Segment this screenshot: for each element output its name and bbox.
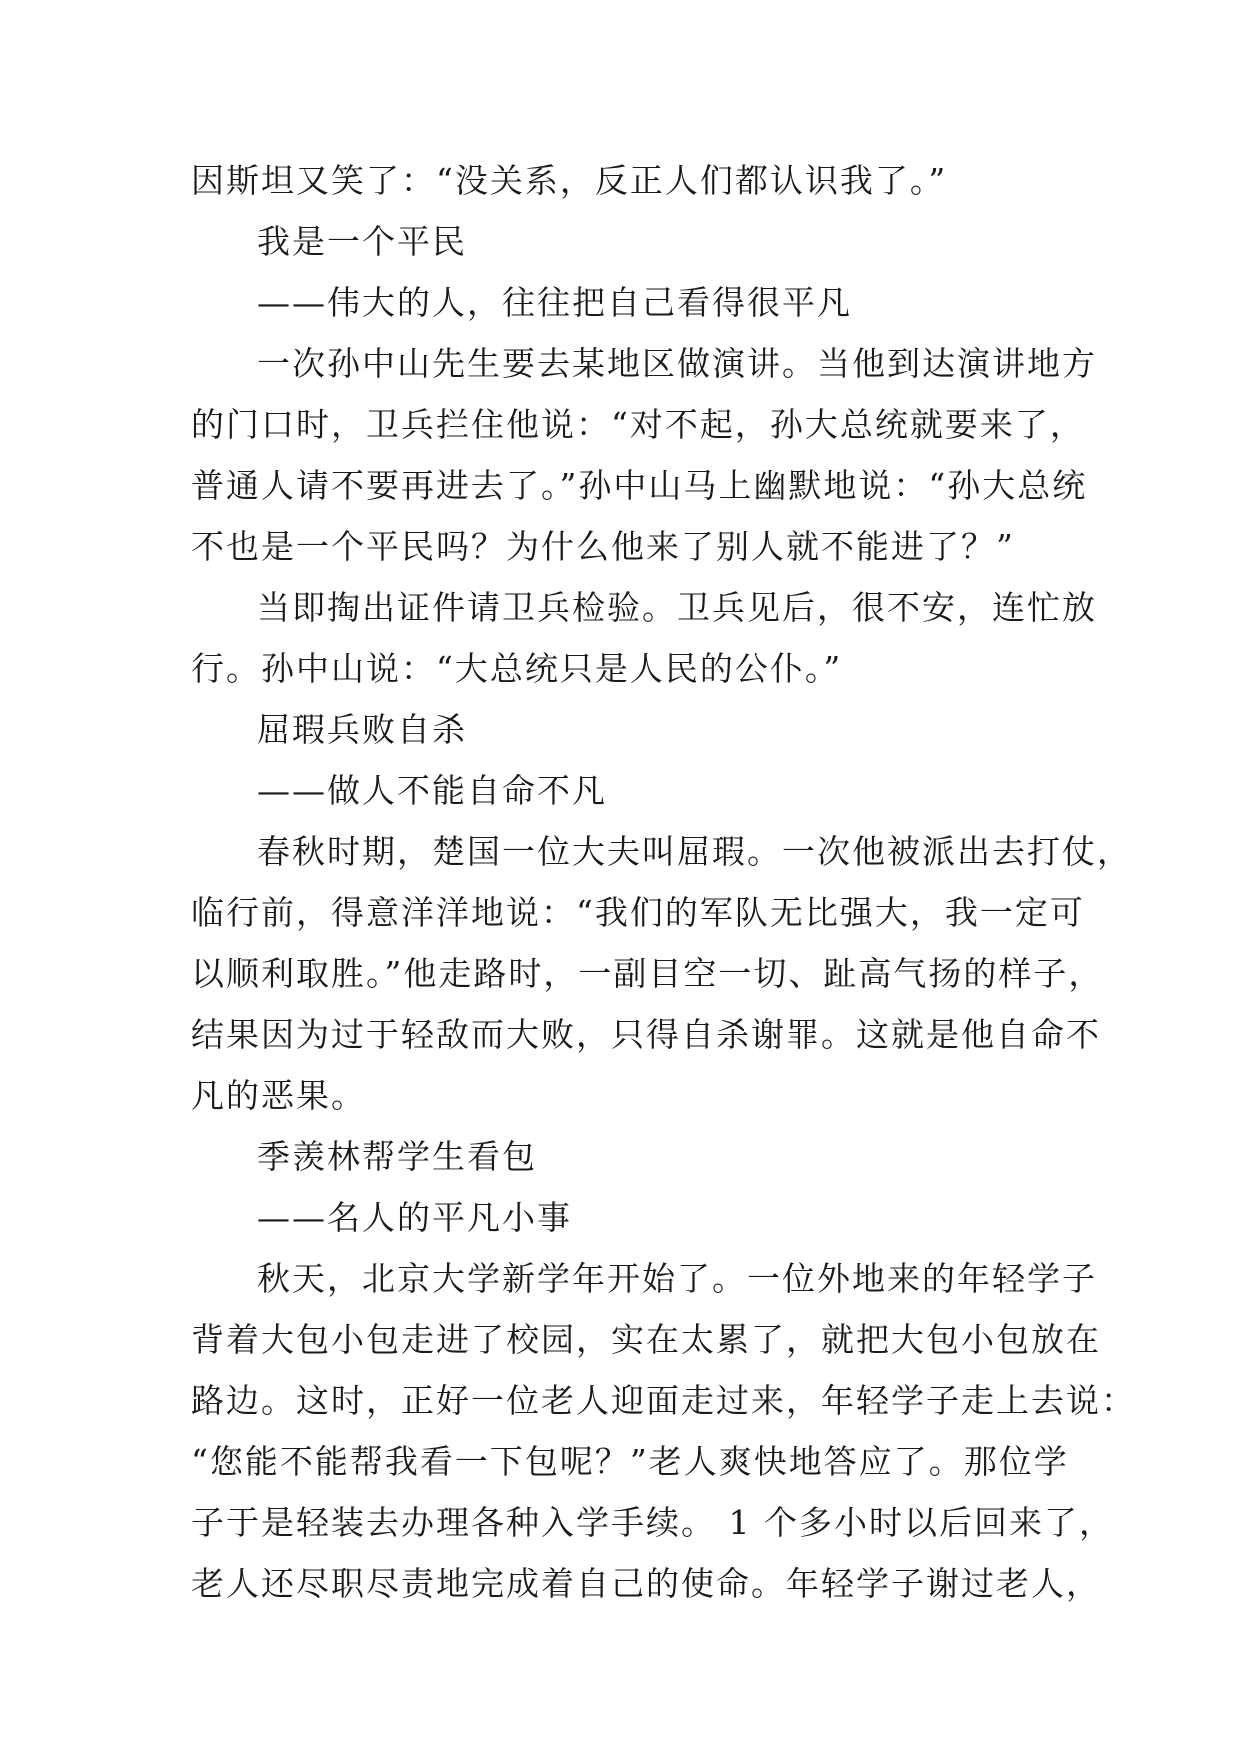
text-line: “您能不能帮我看一下包呢？”老人爽快地答应了。那位学: [191, 1442, 1069, 1481]
text-line: 结果因为过于轻敌而大败，只得自杀谢罪。这就是他自命不: [191, 1015, 1101, 1054]
text-line: 一次孙中山先生要去某地区做演讲。当他到达演讲地方: [257, 344, 1097, 383]
text-line: 凡的恶果。: [191, 1076, 366, 1115]
text-line: ——做人不能自命不凡: [257, 771, 607, 810]
text-line: 春秋时期，楚国一位大夫叫屈瑕。一次他被派出去打仗，: [257, 832, 1132, 871]
text-line: 子于是轻装去办理各种入学手续。 1 个多小时以后回来了，: [191, 1503, 1114, 1542]
text-line: 的门口时，卫兵拦住他说：“对不起，孙大总统就要来了，: [191, 405, 1085, 444]
text-line: 我是一个平民: [257, 222, 467, 261]
text-line: 老人还尽职尽责地完成着自己的使命。年轻学子谢过老人，: [191, 1564, 1101, 1603]
text-line: 秋天，北京大学新学年开始了。一位外地来的年轻学子: [257, 1259, 1097, 1298]
text-line: 普通人请不要再进去了。”孙中山马上幽默地说：“孙大总统: [191, 466, 1088, 505]
text-line: 临行前，得意洋洋地说：“我们的军队无比强大，我一定可: [191, 893, 1085, 932]
text-line: 以顺利取胜。”他走路时，一副目空一切、趾高气扬的样子，: [191, 954, 1104, 993]
text-line: 行。孙中山说：“大总统只是人民的公仆。”: [191, 649, 843, 688]
text-line: ——名人的平凡小事: [257, 1198, 572, 1237]
text-line: 不也是一个平民吗？为什么他来了别人就不能进了？”: [191, 527, 1015, 566]
text-line: 当即掏出证件请卫兵检验。卫兵见后，很不安，连忙放: [257, 588, 1097, 627]
text-line: 背着大包小包走进了校园，实在太累了，就把大包小包放在: [191, 1320, 1101, 1359]
text-line: 季羡林帮学生看包: [257, 1137, 537, 1176]
text-line: 屈瑕兵败自杀: [257, 710, 467, 749]
text-line: 因斯坦又笑了：“没关系，反正人们都认识我了。”: [191, 161, 948, 200]
document-body: [191, 150, 1136, 1614]
text-line: ——伟大的人，往往把自己看得很平凡: [257, 283, 852, 322]
text-line: 路边。这时，正好一位老人迎面走过来，年轻学子走上去说：: [191, 1381, 1136, 1420]
